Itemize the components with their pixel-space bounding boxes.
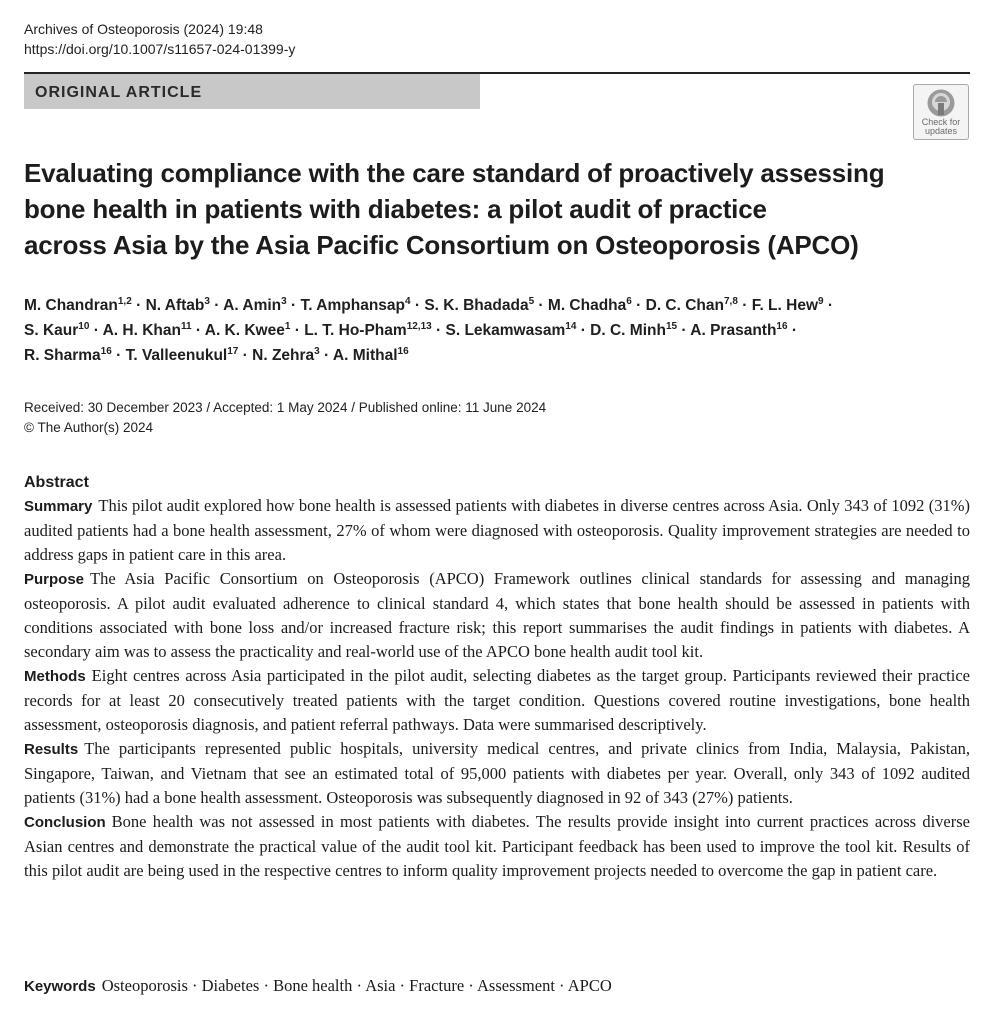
author-name[interactable]: D. C. Minh: [590, 322, 666, 339]
author-name[interactable]: L. T. Ho-Pham: [304, 322, 407, 339]
author-affiliation: 11: [180, 320, 192, 332]
abstract-heading: Abstract: [24, 474, 89, 491]
section-label: Purpose: [24, 571, 85, 588]
author-affiliation: 14: [565, 320, 577, 332]
author-line: [24, 293, 833, 318]
author-separator: ·: [286, 297, 301, 314]
check-for-updates-badge[interactable]: [913, 84, 969, 140]
author-name[interactable]: A. Mithal: [332, 347, 398, 364]
author-affiliation: 4: [405, 295, 411, 307]
author-separator: ·: [319, 347, 333, 364]
author-affiliation: 3: [314, 345, 320, 357]
author-name[interactable]: A. Amin: [223, 297, 282, 314]
copyright-line: © The Author(s) 2024: [24, 420, 154, 435]
section-label: Summary: [24, 498, 93, 515]
section-label: Results: [24, 741, 79, 758]
author-separator: ·: [238, 347, 253, 364]
author-name[interactable]: M. Chandran: [24, 297, 118, 314]
author-name[interactable]: M. Chadha: [547, 297, 627, 314]
author-separator: ·: [111, 347, 126, 364]
badge-line-2: updates: [924, 126, 958, 136]
author-affiliation: 16: [776, 320, 788, 332]
section-text: This pilot audit explored how bone health is assessed patients with diabetes in diverse centres across Asia. Only 343 of 1092 (31%) audited patients had a bone health assessment, 27% of whom were diagnosed with osteoporosis. Quality improvement strategies are needed to address gaps in patient care in this area.: [24, 496, 970, 564]
author-name[interactable]: D. C. Chan: [645, 297, 724, 314]
history-dates: Received: 30 December 2023 / Accepted: 1 May 2024 / Published online: 11 June 2024: [24, 400, 547, 415]
doi-link[interactable]: https://doi.org/10.1007/s11657-024-01399-y: [24, 41, 296, 57]
author-affiliation: 6: [626, 295, 632, 307]
abstract-section: [24, 472, 970, 883]
article-title: [24, 155, 924, 263]
author-separator: ·: [737, 297, 752, 314]
author-separator: ·: [534, 297, 548, 314]
keywords-label: Keywords: [24, 978, 96, 995]
author-affiliation: 1: [284, 320, 291, 332]
keywords: [24, 974, 612, 999]
author-separator: ·: [410, 297, 425, 314]
section-label: Conclusion: [24, 814, 106, 831]
section-text: The Asia Pacific Consortium on Osteoporosis (APCO) Framework outlines clinical standards for assessing and managing osteoporosis. A pilot audit evaluated adherence to clinical standard 4, which states that bone health should be assessed in patients with conditions associated with bone loss and/or increased fracture risk; this report summarises the audit findings in patients with diabetes. A secondary aim was to assess the practicality and real-world use of the APCO bone health audit tool kit.: [24, 569, 970, 661]
author-line: [24, 343, 833, 368]
author-separator: ·: [631, 297, 646, 314]
author-name[interactable]: A. Prasanth: [690, 322, 777, 339]
author-separator: ·: [576, 322, 591, 339]
author-list: [24, 293, 833, 368]
author-affiliation: 16: [397, 345, 409, 357]
author-affiliation: 10: [78, 320, 90, 332]
author-separator: ·: [677, 322, 691, 339]
title-line: across Asia by the Asia Pacific Consortium on Osteoporosis (APCO): [24, 230, 859, 260]
author-name[interactable]: F. L. Hew: [751, 297, 819, 314]
author-separator: ·: [823, 297, 834, 314]
author-line: [24, 318, 833, 343]
section-text: The participants represented public hospitals, university medical centres, and private clinics from India, Malaysia, Pakistan, Singapore, Taiwan, and Vietnam that see an estimated total of 95,000 patients with diabetes per year. Overall, only 343 of 1092 audited patients (31%) had a bone health assessment. Osteoporosis was subsequently diagnosed in 92 of 343 (27%) patients.: [24, 739, 970, 807]
author-name[interactable]: S. Kaur: [24, 322, 79, 339]
crossmark-icon: [926, 88, 956, 118]
author-separator: ·: [191, 322, 205, 339]
author-name[interactable]: N. Zehra: [252, 347, 315, 364]
author-name[interactable]: A. H. Khan: [102, 322, 181, 339]
section-label: Methods: [24, 668, 86, 685]
author-name[interactable]: T. Amphansap: [300, 297, 405, 314]
author-separator: ·: [787, 322, 798, 339]
section-text: Bone health was not assessed in most patients with diabetes. The results provide insight into current practices across diverse Asian centres and demonstrate the practical value of the audit tool kit. Participant feedback has been used to improve the tool kit. Results of this pilot audit are being used in the respective centres to inform quality improvement projects needed to overcome the gap in patient care.: [24, 812, 970, 880]
author-name[interactable]: S. Lekamwasam: [445, 322, 566, 339]
author-name[interactable]: R. Sharma: [24, 347, 101, 364]
abstract-methods: [24, 664, 970, 737]
author-affiliation: 15: [665, 320, 678, 332]
badge-line-1: Check for: [921, 117, 961, 127]
author-affiliation: 3: [281, 295, 287, 307]
author-affiliation: 5: [528, 295, 535, 307]
author-separator: ·: [209, 297, 224, 314]
author-affiliation: 9: [818, 295, 824, 307]
author-name[interactable]: T. Valleenukul: [125, 347, 228, 364]
author-separator: ·: [89, 322, 103, 339]
abstract-results: [24, 737, 970, 810]
abstract-summary: [24, 494, 970, 567]
title-line: bone health in patients with diabetes: a pilot audit of practice: [24, 194, 767, 224]
author-separator: ·: [431, 322, 446, 339]
section-text: Eight centres across Asia participated in the pilot audit, selecting diabetes as the target group. Participants reviewed their practice records for at least 20 consecutively treated patients with the target condition. Questions covered routine investigations, bone health assessment, osteoporosis diagnosis, and patient referral pathways. Data were summarised descriptively.: [24, 666, 970, 734]
author-separator: ·: [131, 297, 146, 314]
author-affiliation: 1,2: [117, 295, 132, 307]
journal-citation: Archives of Osteoporosis (2024) 19:48: [24, 21, 263, 37]
author-separator: ·: [290, 322, 305, 339]
author-affiliation: 7,8: [724, 295, 738, 307]
abstract-conclusion: [24, 810, 970, 883]
author-affiliation: 12,13: [406, 320, 432, 332]
author-name[interactable]: N. Aftab: [145, 297, 205, 314]
title-line: Evaluating compliance with the care standard of proactively assessing: [24, 158, 885, 188]
author-affiliation: 16: [100, 345, 112, 357]
article-type-banner: ORIGINAL ARTICLE: [24, 74, 480, 109]
journal-info: [24, 19, 295, 59]
publication-dates: [24, 398, 546, 438]
author-name[interactable]: S. K. Bhadada: [424, 297, 529, 314]
abstract-purpose: [24, 567, 970, 664]
keywords-text: Osteoporosis · Diabetes · Bone health · Asia · Fracture · Assessment · APCO: [101, 976, 612, 995]
author-affiliation: 17: [227, 345, 239, 357]
author-affiliation: 3: [204, 295, 210, 307]
author-name[interactable]: A. K. Kwee: [204, 322, 285, 339]
